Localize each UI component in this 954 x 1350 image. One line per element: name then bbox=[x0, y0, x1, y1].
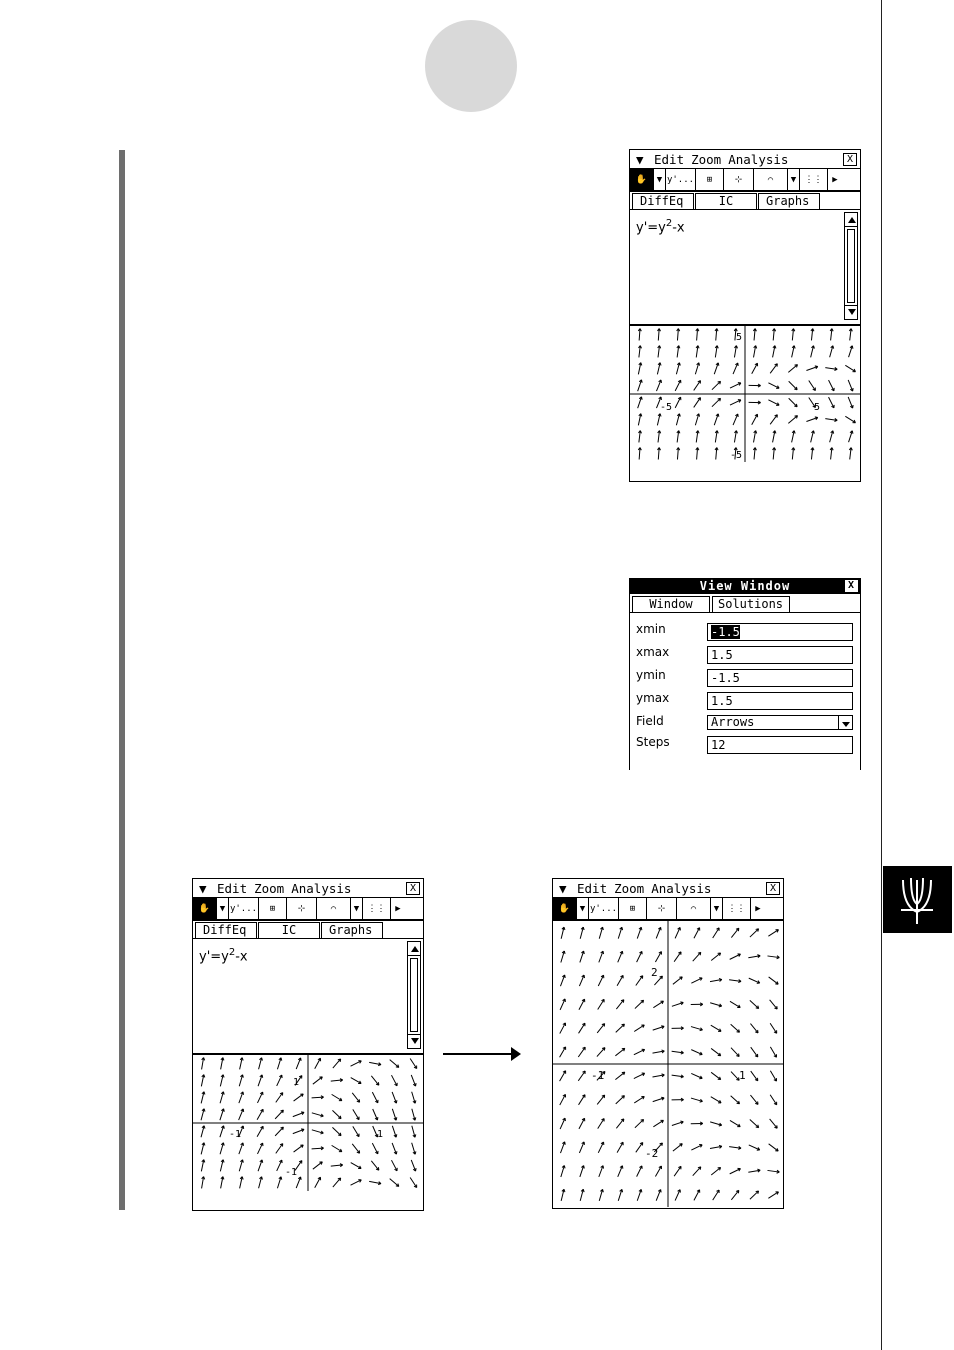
slope-arrow bbox=[751, 1071, 758, 1081]
toolbar bbox=[553, 898, 783, 921]
slope-arrow bbox=[655, 1166, 661, 1176]
slope-arrow bbox=[371, 1076, 379, 1085]
scrollbar[interactable] bbox=[407, 941, 421, 1049]
slope-arrow bbox=[257, 1143, 262, 1154]
slope-arrow bbox=[333, 1059, 341, 1068]
slope-arrow bbox=[294, 1145, 304, 1152]
tab-ic[interactable]: IC bbox=[258, 922, 320, 938]
slope-arrow bbox=[768, 383, 779, 388]
slope-arrow bbox=[615, 1072, 624, 1079]
ymin-field[interactable]: -1.5 bbox=[707, 669, 853, 687]
tab-bar bbox=[630, 192, 860, 210]
axes-icon[interactable]: ⊹ bbox=[724, 169, 754, 190]
slope-arrow bbox=[769, 977, 779, 984]
slope-arrow bbox=[788, 416, 797, 424]
zoom-box-icon[interactable]: ⊞ bbox=[696, 169, 724, 190]
menu-analysis[interactable]: Analysis bbox=[291, 880, 352, 896]
axis-label-top: 2 bbox=[651, 966, 658, 979]
slope-arrow bbox=[711, 1048, 721, 1055]
slope-arrow bbox=[673, 1144, 682, 1151]
slope-arrow bbox=[275, 1127, 283, 1136]
slope-arrow bbox=[694, 1190, 700, 1201]
slope-arrow bbox=[560, 1023, 566, 1034]
equation-button[interactable]: y'... bbox=[666, 169, 696, 190]
chevron-down-icon[interactable]: ▼ bbox=[199, 880, 207, 896]
slope-field-graph[interactable] bbox=[193, 1055, 423, 1191]
chevron-down-icon[interactable] bbox=[838, 716, 852, 729]
menu-edit[interactable]: Edit bbox=[577, 880, 608, 896]
slope-arrow bbox=[597, 1048, 605, 1057]
slope-arrow bbox=[579, 1118, 585, 1129]
axis-label-bottom: -1 bbox=[285, 1167, 298, 1178]
slope-arrow bbox=[653, 1120, 663, 1126]
slope-arrow bbox=[598, 1142, 603, 1153]
slope-arrow bbox=[711, 1025, 721, 1031]
axis-label-left: -1 bbox=[591, 1069, 605, 1082]
slope-arrow bbox=[674, 952, 681, 962]
axis-label-top: 5 bbox=[736, 332, 743, 343]
slope-arrow bbox=[352, 1144, 359, 1153]
steps-field[interactable]: 12 bbox=[707, 736, 853, 754]
slope-arrow bbox=[655, 952, 661, 962]
slope-arrow bbox=[636, 1143, 643, 1153]
axis-label-top: 1 bbox=[293, 1077, 300, 1088]
xmin-field[interactable]: -1.5 bbox=[707, 623, 853, 641]
xmin-label: xmin bbox=[636, 622, 666, 636]
slope-arrow bbox=[578, 1047, 585, 1057]
slope-arrow bbox=[731, 1024, 740, 1032]
menu-zoom[interactable]: Zoom bbox=[254, 880, 285, 896]
equation-editor[interactable] bbox=[630, 210, 860, 326]
slope-arrow bbox=[332, 1127, 341, 1135]
chevron-down-icon[interactable]: ▼ bbox=[559, 880, 567, 896]
slope-arrow bbox=[713, 1190, 719, 1200]
slope-arrow bbox=[351, 1163, 361, 1169]
slope-arrow bbox=[616, 1119, 623, 1128]
slope-arrow bbox=[634, 1073, 645, 1078]
slope-arrow bbox=[788, 365, 797, 373]
axis-label-right: 1 bbox=[739, 1069, 746, 1082]
slope-arrow bbox=[653, 1001, 663, 1007]
slope-arrow bbox=[257, 1109, 263, 1119]
slope-arrow bbox=[770, 1071, 776, 1081]
slope-arrow bbox=[673, 977, 682, 984]
slope-arrow bbox=[637, 951, 642, 962]
pan-tool-icon[interactable]: ✋ bbox=[553, 898, 577, 919]
slope-arrow bbox=[789, 381, 797, 389]
slope-arrow bbox=[276, 1093, 283, 1103]
tab-diffeq[interactable]: DiffEq bbox=[195, 922, 257, 938]
slope-arrow bbox=[616, 1024, 625, 1032]
slope-arrow bbox=[332, 1094, 342, 1100]
tab-bar bbox=[193, 921, 423, 939]
slope-arrow bbox=[634, 1097, 644, 1103]
zoom-box-icon[interactable]: ⊞ bbox=[259, 898, 287, 919]
chapter-circle bbox=[425, 20, 517, 112]
grid-icon[interactable]: ⋮⋮ bbox=[363, 898, 391, 919]
slope-arrow bbox=[712, 398, 721, 406]
equation-text: $y'=y^2-x$ bbox=[199, 947, 248, 965]
slope-arrow bbox=[410, 1177, 417, 1187]
axes-icon[interactable]: ⊹ bbox=[287, 898, 317, 919]
chevron-down-icon[interactable]: ▼ bbox=[351, 898, 363, 919]
tab-window[interactable]: Window bbox=[632, 596, 710, 612]
slope-arrow bbox=[372, 1143, 377, 1154]
slope-arrow bbox=[829, 380, 834, 391]
toolbar bbox=[193, 898, 423, 921]
zoom-box-icon[interactable]: ⊞ bbox=[619, 898, 647, 919]
ymax-field[interactable]: 1.5 bbox=[707, 692, 853, 710]
equation-button[interactable]: y'... bbox=[589, 898, 619, 919]
slope-arrow bbox=[730, 954, 741, 959]
slope-arrow bbox=[579, 1095, 585, 1105]
chapter-tab bbox=[883, 866, 952, 933]
slope-arrow bbox=[768, 1192, 778, 1198]
slope-arrow bbox=[315, 1058, 321, 1069]
slope-field-graph[interactable] bbox=[630, 326, 860, 462]
slope-arrow bbox=[691, 978, 702, 983]
slope-arrow bbox=[579, 999, 585, 1010]
slope-arrow bbox=[730, 1120, 740, 1126]
slope-arrow bbox=[313, 1162, 322, 1169]
slope-arrow bbox=[751, 1047, 758, 1057]
slope-arrow bbox=[634, 1025, 644, 1031]
equation-text: $y'=y^2-x$ bbox=[636, 218, 685, 236]
menu-edit[interactable]: Edit bbox=[654, 151, 685, 167]
ymin-label: ymin bbox=[636, 668, 666, 682]
pan-tool-icon[interactable]: ✋ bbox=[193, 898, 217, 919]
slope-arrow bbox=[598, 1119, 604, 1129]
chevron-down-icon[interactable]: ▼ bbox=[711, 898, 723, 919]
classpad-screen-1 bbox=[629, 149, 861, 482]
slope-arrow bbox=[634, 1049, 645, 1054]
slope-arrow bbox=[351, 1061, 362, 1066]
tab-ic[interactable]: IC bbox=[695, 193, 757, 209]
slope-arrow bbox=[257, 1126, 263, 1136]
toolbar bbox=[630, 169, 860, 192]
field-select[interactable]: Arrows bbox=[707, 715, 853, 730]
close-button[interactable]: X bbox=[843, 153, 857, 166]
slope-arrow bbox=[579, 1023, 585, 1033]
slope-arrow bbox=[750, 1095, 758, 1104]
slope-arrow bbox=[731, 1190, 738, 1199]
slope-arrow bbox=[635, 1000, 644, 1008]
slope-arrow bbox=[351, 1180, 362, 1185]
slope-arrow bbox=[390, 1060, 399, 1068]
slope-arrow bbox=[713, 928, 719, 938]
slope-arrow bbox=[353, 1109, 359, 1119]
diffeq-app-icon bbox=[883, 866, 952, 933]
slope-arrow bbox=[597, 1095, 604, 1104]
slope-arrow bbox=[694, 398, 701, 408]
slope-arrow bbox=[731, 928, 738, 937]
xmax-field[interactable]: 1.5 bbox=[707, 646, 853, 664]
slope-arrow bbox=[390, 1179, 399, 1187]
axis-label-bottom: -5 bbox=[730, 450, 743, 461]
section-bar bbox=[119, 150, 125, 1210]
more-icon[interactable]: ▶ bbox=[832, 174, 838, 185]
slope-arrow bbox=[257, 1092, 262, 1103]
axis-label-left: -1 bbox=[229, 1129, 242, 1140]
slope-arrow bbox=[770, 1119, 778, 1128]
slope-arrow bbox=[711, 1097, 721, 1103]
slope-arrow bbox=[560, 1047, 566, 1057]
slope-arrow bbox=[332, 1145, 342, 1151]
slope-arrow bbox=[711, 1168, 720, 1175]
slope-arrow bbox=[351, 1078, 361, 1084]
right-arrow-icon bbox=[443, 1053, 513, 1055]
menu-analysis[interactable]: Analysis bbox=[728, 151, 789, 167]
scrollbar[interactable] bbox=[844, 212, 858, 320]
slope-arrow bbox=[598, 975, 603, 986]
pan-tool-icon[interactable]: ✋ bbox=[630, 169, 654, 190]
slope-arrow bbox=[391, 1160, 397, 1171]
slope-arrow bbox=[410, 1058, 417, 1068]
dialog-title: View Window X bbox=[630, 579, 860, 594]
graph-icon[interactable]: ⌒ bbox=[317, 898, 351, 919]
slope-arrow bbox=[770, 1047, 776, 1057]
slope-arrow bbox=[770, 415, 777, 425]
slope-arrow bbox=[315, 1177, 321, 1188]
close-button[interactable]: X bbox=[766, 882, 780, 895]
more-icon[interactable]: ▶ bbox=[395, 903, 401, 914]
slope-arrow bbox=[313, 1077, 322, 1084]
chevron-down-icon[interactable]: ▼ bbox=[788, 169, 800, 190]
slope-arrow bbox=[616, 1000, 623, 1009]
graph-icon[interactable]: ⌒ bbox=[754, 169, 788, 190]
steps-label: Steps bbox=[636, 735, 670, 749]
slope-arrow bbox=[770, 1095, 777, 1105]
slope-arrow bbox=[294, 1094, 304, 1101]
slope-arrow bbox=[752, 363, 758, 374]
slope-arrow bbox=[693, 952, 701, 961]
slope-arrow bbox=[616, 1096, 625, 1104]
slope-arrow bbox=[730, 1001, 740, 1007]
slope-arrow bbox=[845, 416, 855, 422]
tab-diffeq[interactable]: DiffEq bbox=[632, 193, 694, 209]
equation-editor[interactable] bbox=[193, 939, 423, 1055]
slope-arrow bbox=[333, 1178, 341, 1187]
slope-arrow bbox=[675, 397, 680, 408]
axis-label-left: -5 bbox=[660, 402, 673, 413]
slope-arrow bbox=[730, 1169, 741, 1174]
slope-arrow bbox=[277, 1160, 282, 1171]
slope-arrow bbox=[711, 1072, 721, 1079]
slope-arrow bbox=[617, 975, 623, 985]
menu-bar bbox=[630, 150, 860, 169]
slope-arrow bbox=[636, 976, 643, 986]
menu-bar bbox=[553, 879, 783, 898]
slope-arrow bbox=[353, 1126, 359, 1136]
slope-arrow bbox=[617, 1142, 623, 1152]
menu-zoom[interactable]: Zoom bbox=[614, 880, 645, 896]
grid-icon[interactable]: ⋮⋮ bbox=[723, 898, 751, 919]
close-button[interactable]: X bbox=[406, 882, 420, 895]
slope-arrow bbox=[750, 1000, 759, 1008]
slope-arrow bbox=[770, 364, 777, 374]
slope-arrow bbox=[789, 398, 797, 406]
chevron-down-icon[interactable]: ▼ bbox=[577, 898, 589, 919]
axes-icon[interactable]: ⊹ bbox=[647, 898, 677, 919]
xmax-label: xmax bbox=[636, 645, 670, 659]
slope-arrow bbox=[694, 381, 701, 391]
slope-arrow bbox=[750, 1024, 758, 1033]
slope-arrow bbox=[768, 400, 779, 405]
slope-arrow bbox=[845, 365, 855, 371]
slope-arrow bbox=[637, 1166, 642, 1177]
slope-arrow bbox=[597, 1024, 604, 1033]
slope-arrow bbox=[768, 930, 778, 936]
slope-arrow bbox=[730, 400, 741, 405]
slope-arrow bbox=[731, 1072, 739, 1081]
slope-arrow bbox=[277, 1075, 282, 1086]
graph-icon[interactable]: ⌒ bbox=[677, 898, 711, 919]
slope-arrow bbox=[809, 381, 816, 391]
slope-arrow bbox=[371, 1161, 379, 1170]
tab-solutions[interactable]: Solutions bbox=[712, 596, 790, 612]
slope-arrow bbox=[391, 1075, 397, 1086]
page-edge-rule bbox=[881, 0, 882, 1350]
slope-arrow bbox=[694, 928, 700, 939]
chevron-down-icon[interactable]: ▼ bbox=[217, 898, 229, 919]
ymax-label: ymax bbox=[636, 691, 670, 705]
slope-arrow bbox=[750, 1191, 759, 1199]
more-icon[interactable]: ▶ bbox=[755, 903, 761, 914]
slope-arrow bbox=[674, 1166, 681, 1176]
classpad-screen-3 bbox=[552, 878, 784, 1209]
slope-arrow bbox=[560, 1071, 566, 1081]
equation-button[interactable]: y'... bbox=[229, 898, 259, 919]
slope-arrow bbox=[769, 1144, 779, 1151]
slope-arrow bbox=[770, 1000, 778, 1009]
field-label: Field bbox=[636, 714, 664, 728]
tab-graphs[interactable]: Graphs bbox=[321, 922, 383, 938]
grid-icon[interactable]: ⋮⋮ bbox=[800, 169, 828, 190]
slope-arrow bbox=[578, 1071, 585, 1081]
chevron-down-icon[interactable]: ▼ bbox=[654, 169, 666, 190]
slope-arrow bbox=[352, 1093, 359, 1102]
slope-arrow bbox=[693, 1167, 701, 1176]
slope-arrow bbox=[598, 999, 604, 1009]
slope-arrow bbox=[752, 414, 758, 425]
menu-bar bbox=[193, 879, 423, 898]
slope-arrow bbox=[711, 953, 720, 960]
slope-arrow bbox=[750, 929, 759, 937]
tab-graphs[interactable]: Graphs bbox=[758, 193, 820, 209]
chevron-down-icon[interactable]: ▼ bbox=[636, 151, 644, 167]
menu-analysis[interactable]: Analysis bbox=[651, 880, 712, 896]
slope-arrow bbox=[712, 381, 721, 389]
dialog-tabs bbox=[630, 594, 860, 613]
slope-arrow bbox=[730, 383, 741, 388]
slope-arrow bbox=[635, 1119, 644, 1127]
slope-arrow bbox=[372, 1092, 377, 1103]
slope-arrow bbox=[615, 1048, 624, 1055]
axis-label-right: 5 bbox=[814, 402, 821, 413]
view-window-dialog bbox=[629, 578, 861, 770]
slope-arrow bbox=[829, 397, 834, 408]
slope-arrow bbox=[731, 1048, 739, 1057]
slope-arrow bbox=[275, 1110, 283, 1119]
slope-arrow bbox=[675, 380, 680, 391]
classpad-screen-2 bbox=[192, 878, 424, 1211]
slope-arrow bbox=[332, 1110, 341, 1118]
axis-label-right: 1 bbox=[377, 1129, 384, 1140]
close-button[interactable]: X bbox=[845, 580, 858, 592]
slope-arrow bbox=[750, 1120, 759, 1128]
slope-arrow bbox=[560, 1094, 566, 1105]
slope-arrow bbox=[276, 1144, 283, 1154]
menu-edit[interactable]: Edit bbox=[217, 880, 248, 896]
slope-arrow bbox=[691, 1145, 702, 1150]
axis-label-bottom: -2 bbox=[645, 1147, 659, 1160]
slope-arrow bbox=[770, 1023, 777, 1033]
slope-field-graph[interactable] bbox=[553, 921, 783, 1207]
slope-arrow bbox=[731, 1096, 740, 1104]
menu-zoom[interactable]: Zoom bbox=[691, 151, 722, 167]
